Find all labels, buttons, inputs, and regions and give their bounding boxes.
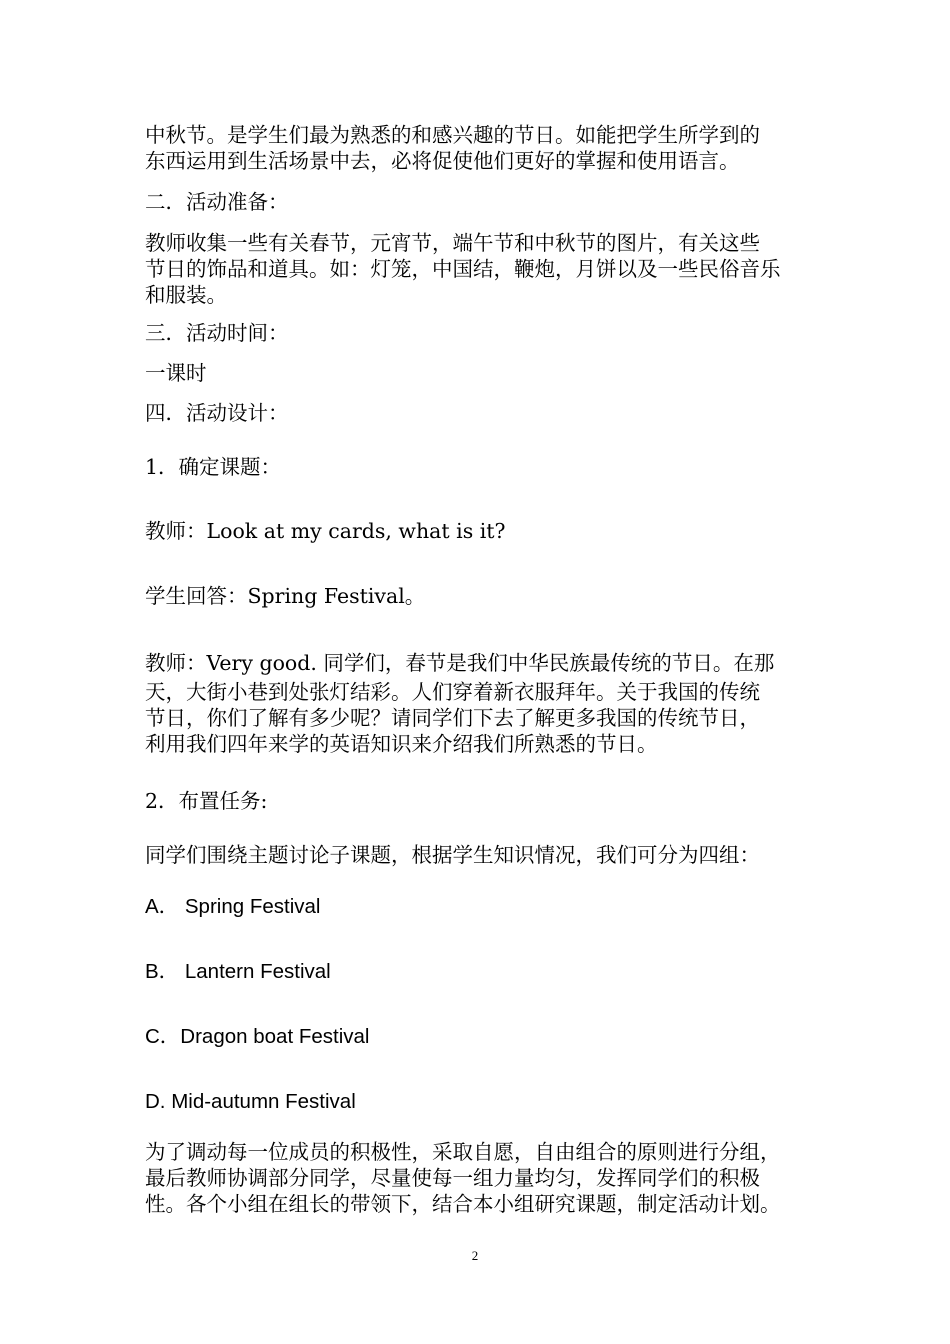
text-line: 最后教师协调部分同学，尽量使每一组力量均匀，发挥同学们的积极	[145, 1166, 760, 1190]
groups-intro: 同学们围绕主题讨论子课题，根据学生知识情况，我们可分为四组：	[145, 843, 760, 867]
text-line: 为了调动每一位成员的积极性，采取自愿，自由组合的原则进行分组，	[145, 1140, 781, 1164]
intro-paragraph	[145, 122, 815, 174]
step-1-heading: 1．确定课题：	[145, 455, 282, 479]
group-a-item: A． Spring Festival	[145, 895, 321, 918]
text-line: 节日的饰品和道具。如：灯笼，中国结，鞭炮，月饼以及一些民俗音乐	[145, 257, 781, 281]
text-line: 利用我们四年来学的英语知识来介绍我们所熟悉的节日。	[145, 732, 658, 756]
text-line: 教师收集一些有关春节，元宵节，端午节和中秋节的图片，有关这些	[145, 231, 760, 255]
teacher-line-1: 教师：Look at my cards, what is it?	[145, 519, 506, 543]
text-line: 天，大街小巷到处张灯结彩。人们穿着新衣服拜年。关于我国的传统	[145, 680, 760, 704]
page-number: 2	[471, 1248, 479, 1263]
section-heading-design: 四．活动设计：	[145, 401, 289, 425]
student-answer: 学生回答：Spring Festival。	[145, 584, 426, 608]
text-line: 中秋节。是学生们最为熟悉的和感兴趣的节日。如能把学生所学到的	[145, 123, 760, 147]
section-heading-time: 三．活动时间：	[145, 321, 289, 345]
step-2-heading: 2．布置任务:	[145, 789, 268, 813]
group-b-item: B． Lantern Festival	[145, 960, 331, 983]
time-text: 一课时	[145, 361, 207, 385]
group-c-item: C．Dragon boat Festival	[145, 1025, 370, 1048]
group-d-item: D. Mid-autumn Festival	[145, 1090, 356, 1113]
text-line: 东西运用到生活场景中去，必将促使他们更好的掌握和使用语言。	[145, 149, 740, 173]
closing-paragraph	[145, 1139, 815, 1217]
text-line: 和服装。	[145, 283, 227, 307]
preparation-paragraph	[145, 230, 815, 308]
teacher-paragraph-2	[145, 649, 815, 759]
text-line: 节日，你们了解有多少呢？请同学们下去了解更多我国的传统节日，	[145, 706, 760, 730]
text-line: 性。各个小组在组长的带领下，结合本小组研究课题，制定活动计划。	[145, 1192, 781, 1216]
text-line: 教师：Very good. 同学们，春节是我们中华民族最传统的节日。在那	[145, 651, 775, 675]
section-heading-preparation: 二．活动准备：	[145, 190, 289, 214]
